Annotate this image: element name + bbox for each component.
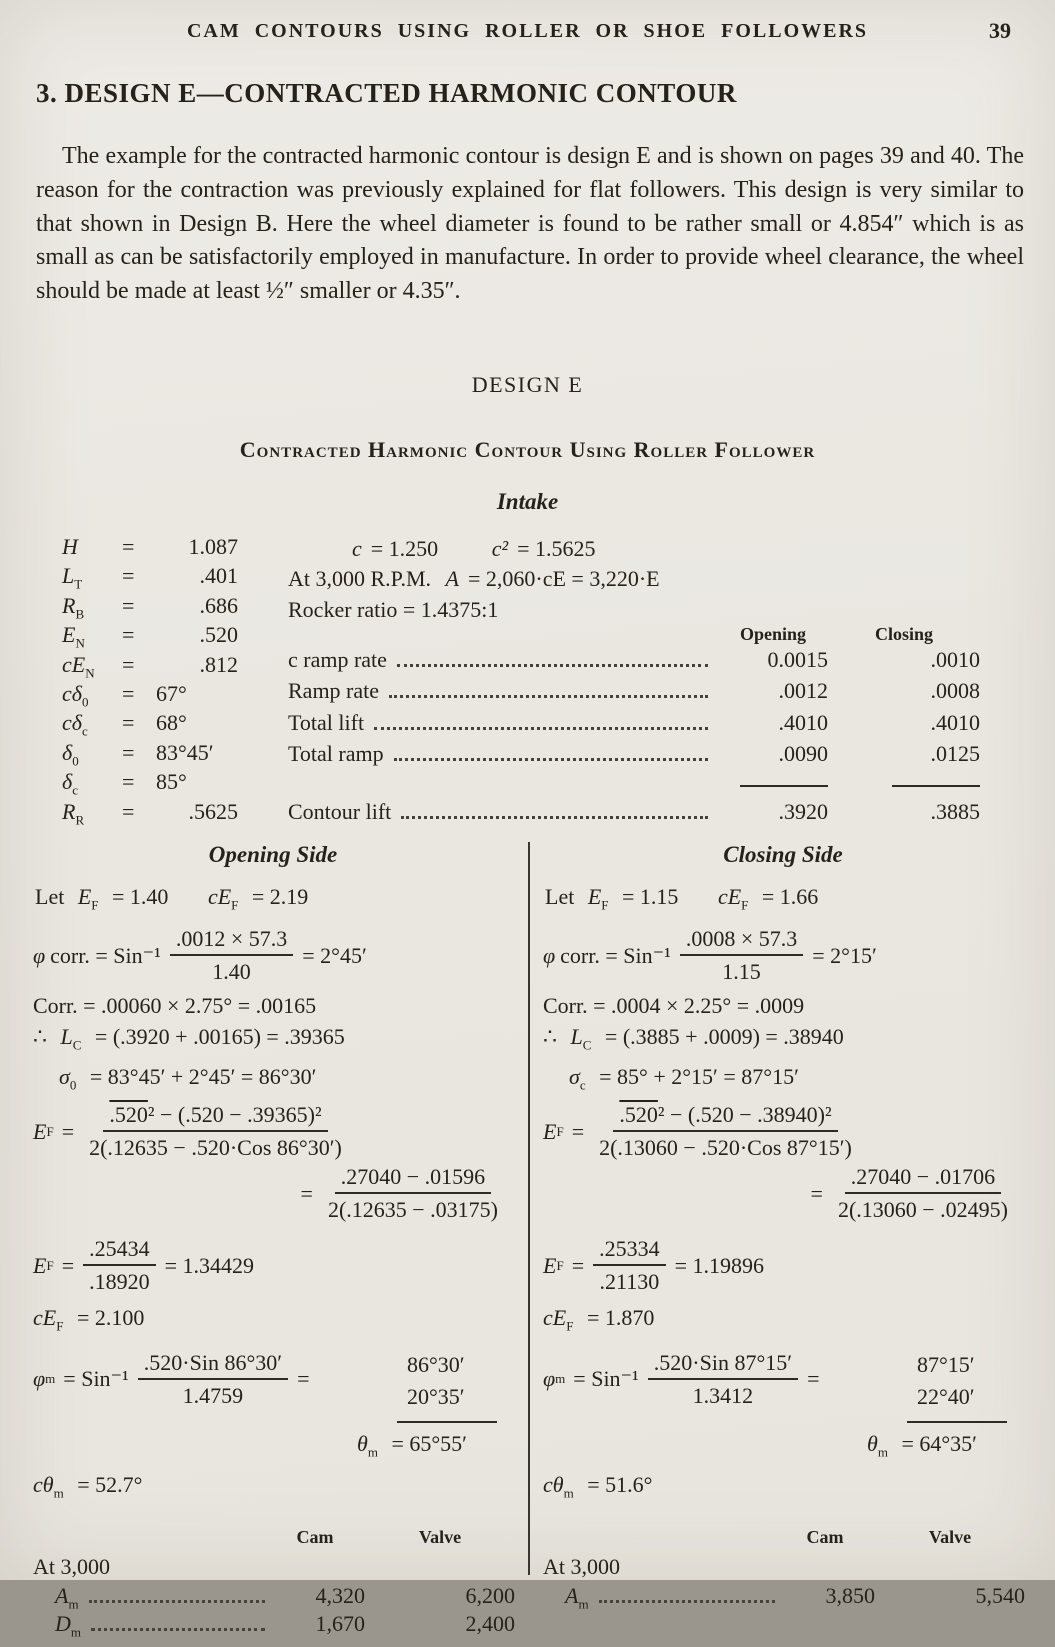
parameter-row-deltac: $\delta_c$ = 85°: [62, 769, 238, 798]
intake-phase-label: Intake: [496, 489, 559, 514]
ef-value-equation: E F = $\frac{.25334}{.21130}$ = 1.19896: [543, 1236, 765, 1295]
dot-leader: [401, 816, 708, 819]
table-row: Ramp rate .0012 .0008: [288, 678, 980, 704]
parameter-row-cEN: $cE_N$ = .812: [62, 651, 238, 680]
ramp-table: [288, 624, 980, 830]
parameter-symbol: H: [62, 534, 78, 559]
design-subtitle: Contracted Harmonic Contour Using Roller Follower: [239, 437, 816, 462]
parameter-symbol: $c\delta_c$: [62, 710, 88, 739]
phi-correction-equation: φ corr. = Sin⁻¹ $\frac{.0012 \times 57.3}{1.40}$ = 2°45′: [33, 926, 367, 985]
phi-m-equation: φ m = Sin⁻¹ $\frac{\text{.520·Sin 87°15′}}{1.3412}$ = 87°15′ 22°40′ $\theta_m = 64^\circ 35'$: [543, 1349, 1025, 1466]
table-row: $A_m$ 4,320 6,200: [55, 1583, 515, 1612]
ef-equation-continued: = $\frac{.27040 - .01706}{2(.13060 - .02495)}$: [543, 1163, 1025, 1223]
parameter-symbol: $cE_N$: [62, 651, 95, 680]
column-header-opening: Opening: [739, 624, 807, 644]
sum-rule-row: [288, 773, 980, 799]
phi-correction-equation: φ corr. = Sin⁻¹ $\frac{.0008 \times 57.3}{1.15}$ = 2°15′: [543, 926, 877, 985]
contour-lift-corrected-line: ∴ $L_C = (.3885 + .0009) = .38940$: [543, 1024, 844, 1053]
correction-line: Corr. = .00060 × 2.75° = .00165: [33, 993, 317, 1019]
parameter-list: [62, 534, 238, 828]
dot-leader: [394, 758, 708, 761]
parameter-row-LT: $L_T$ = .401: [62, 563, 238, 592]
table-row: Total ramp .0090 .0125: [288, 741, 980, 767]
contour-lift-corrected-line: ∴ $L_C = (.3920 + .00165) = .39365$: [33, 1024, 345, 1053]
phi-m-equation: φ m = Sin⁻¹ $\frac{\text{.520·Sin 86°30′}}{1.4759}$ = 86°30′ 20°35′ $\theta_m = 65^\circ 55'$: [33, 1349, 515, 1466]
fraction: $\frac{.0008 \times 57.3}{1.15}$: [680, 925, 803, 985]
at-rpm-label: At 3,000: [33, 1554, 110, 1580]
parameter-value: 1.087: [188, 534, 238, 559]
let-ef-line: Let $E_F = 1.15$ $cE_F = 1.66$: [545, 884, 819, 913]
parameter-row-delta0: $\delta_0$ = 83°45′: [62, 740, 238, 769]
sigma-angle-line: $\sigma_c = 85^\circ + 2^\circ 15' = 87^\circ 15'$: [569, 1063, 799, 1093]
at-rpm-label: At 3,000: [543, 1554, 620, 1580]
rpm-acceleration-line: At 3,000 R.P.M. A = 2,060·cE = 3,220·E: [288, 566, 660, 591]
design-title: DESIGN E: [471, 372, 584, 397]
sum-rule: [740, 785, 828, 787]
fraction: $\frac{.0012 \times 57.3}{1.40}$: [170, 925, 293, 985]
ef-equation-continued: = $\frac{.27040 - .01596}{2(.12635 - .03175)}$: [33, 1163, 515, 1223]
correction-line: Corr. = .0004 × 2.25° = .0009: [543, 993, 805, 1019]
theta-m-result: $\theta_m = 65^\circ 55'$: [357, 1430, 467, 1459]
constant-c-line: c = 1.250 c² = 1.5625: [352, 536, 596, 561]
dot-leader: [374, 727, 708, 730]
parameter-row-RR: $R_R$ = .5625: [62, 798, 238, 827]
running-header: CAM CONTOURS USING ROLLER OR SHOE FOLLOWERS: [186, 20, 869, 42]
c-theta-m-line: $c\theta_m = 51.6^\circ$: [543, 1471, 653, 1501]
dot-leader: [389, 695, 708, 698]
parameter-symbol: $\delta_0$: [62, 739, 79, 769]
sum-rule: [907, 1421, 1007, 1423]
angle-subtraction-stack: 87°15′ 22°40′ $\theta_m = 64^\circ 35'$: [875, 1349, 1025, 1466]
fraction: $\frac{.27040 - .01596}{2(.12635 - .03175)}$: [327, 1164, 498, 1223]
column-header-valve: Valve: [928, 1527, 972, 1548]
fraction: $\frac{\text{.520·Sin 87°15′}}{1.3412}$: [648, 1349, 798, 1409]
acceleration-table: [33, 1523, 515, 1640]
parameter-row-cdelta0: $c\delta_0$ = 67°: [62, 681, 238, 710]
table-total-row: Contour lift .3920 .3885: [288, 798, 980, 824]
fraction: $\frac{\text{.520² − (.520 − .39365)²}}{\text{2(.12635 − .520·Cos 86°30′)}}$: [89, 1102, 342, 1161]
cef-line: $cE_F = 2.100$: [33, 1305, 145, 1334]
parameter-symbol: $R_R$: [62, 798, 85, 827]
opening-side-column: [33, 878, 515, 1640]
parameter-row-EN: $E_N$ = .520: [62, 622, 238, 651]
parameter-value: .520: [199, 622, 238, 648]
parameter-value: .401: [199, 563, 238, 589]
let-ef-line: Let $E_F = 1.40$ $cE_F = 2.19$: [35, 884, 309, 913]
page-number: 39: [989, 18, 1011, 43]
parameter-symbol: $c\delta_0$: [62, 680, 89, 710]
table-row: c ramp rate 0.0015 .0010: [288, 647, 980, 672]
parameter-row-RB: $R_B$ = .686: [62, 592, 238, 622]
ef-value-equation: E F = $\frac{.25434}{.18920}$ = 1.34429: [33, 1236, 255, 1295]
rocker-ratio-line: Rocker ratio = 1.4375:1: [288, 597, 499, 622]
fraction: $\frac{\text{.520² − (.520 − .38940)²}}{\text{2(.13060 − .520·Cos 87°15′)}}$: [599, 1102, 852, 1161]
column-header-closing: Closing: [874, 624, 934, 644]
dot-leader: [397, 664, 708, 667]
sum-rule: [397, 1421, 497, 1423]
fraction: $\frac{.27040 - .01706}{2(.13060 - .02495)}$: [837, 1164, 1008, 1223]
ef-equation: E F = $\frac{\text{.520² − (.520 − .39365)²}}{\text{2(.12635 − .520·Cos 86°30′)}}$: [33, 1101, 515, 1161]
acceleration-table-header: [543, 1523, 1025, 1552]
dot-leader: [89, 1600, 265, 1603]
sum-rule: [892, 785, 980, 787]
column-header-cam: Cam: [296, 1527, 334, 1548]
column-divider: [528, 842, 530, 1575]
parameter-value: 67°: [156, 680, 187, 706]
fraction: $\frac{.25434}{.18920}$: [83, 1235, 156, 1295]
column-header-valve: Valve: [418, 1527, 462, 1548]
fraction: $\frac{.25334}{.21130}$: [593, 1235, 666, 1295]
closing-side-title: Closing Side: [723, 842, 843, 867]
ramp-table-header: [288, 624, 980, 645]
parameter-row-cdeltac: $c\delta_c$ = 68°: [62, 710, 238, 739]
table-row: $A_m$ 3,850 5,540: [565, 1583, 1025, 1612]
closing-side-column: [543, 878, 1025, 1612]
c-theta-m-line: $c\theta_m = 52.7^\circ$: [33, 1471, 143, 1501]
ef-equation: E F = $\frac{\text{.520² − (.520 − .38940)²}}{\text{2(.13060 − .520·Cos 87°15′)}}$: [543, 1101, 1025, 1161]
cef-line: $cE_F = 1.870$: [543, 1305, 655, 1334]
parameter-row-H: H = 1.087: [62, 534, 238, 563]
acceleration-table: [543, 1523, 1025, 1612]
fraction: $\frac{\text{.520·Sin 86°30′}}{1.4759}$: [138, 1349, 288, 1409]
parameter-value: 85°: [156, 769, 187, 795]
sigma-angle-line: $\sigma_0 = 83^\circ 45' + 2^\circ 45' = 86^\circ 30'$: [59, 1063, 317, 1093]
dot-leader: [599, 1600, 775, 1603]
section-heading: 3. DESIGN E—CONTRACTED HARMONIC CONTOUR: [36, 78, 737, 108]
acceleration-table-header: [33, 1523, 515, 1552]
table-row: $D_m$ 1,670 2,400: [55, 1611, 515, 1640]
theta-m-result: $\theta_m = 64^\circ 35'$: [867, 1430, 977, 1459]
parameter-value: 83°45′: [156, 739, 214, 765]
table-row: Total lift .4010 .4010: [288, 709, 980, 735]
parameter-symbol: $L_T$: [62, 563, 83, 592]
body-paragraph: The example for the contracted harmonic contour is design E and is shown on pages 39 and 40. The reason for the contraction was previously explained for flat followers. This design is very similar to that shown in Design B. Here the wheel diameter is found to be rather small or 4.854″ which is as small as can be satisfactorily employed in manufacture. In order to provide wheel clearance, the wheel should be made at least ½″ smaller or 4.35″.: [36, 143, 1024, 305]
parameter-value: .5625: [188, 798, 238, 824]
parameter-value: .812: [199, 651, 238, 677]
dot-leader: [91, 1628, 265, 1631]
column-header-cam: Cam: [806, 1527, 844, 1548]
parameter-symbol: $\delta_c$: [62, 769, 79, 798]
parameter-symbol: $E_N$: [62, 622, 85, 651]
parameter-value: .686: [199, 592, 238, 618]
opening-side-title: Opening Side: [208, 842, 338, 867]
angle-subtraction-stack: 86°30′ 20°35′ $\theta_m = 65^\circ 55'$: [365, 1349, 515, 1466]
parameter-symbol: $R_B$: [62, 592, 85, 622]
parameter-value: 68°: [156, 710, 187, 736]
